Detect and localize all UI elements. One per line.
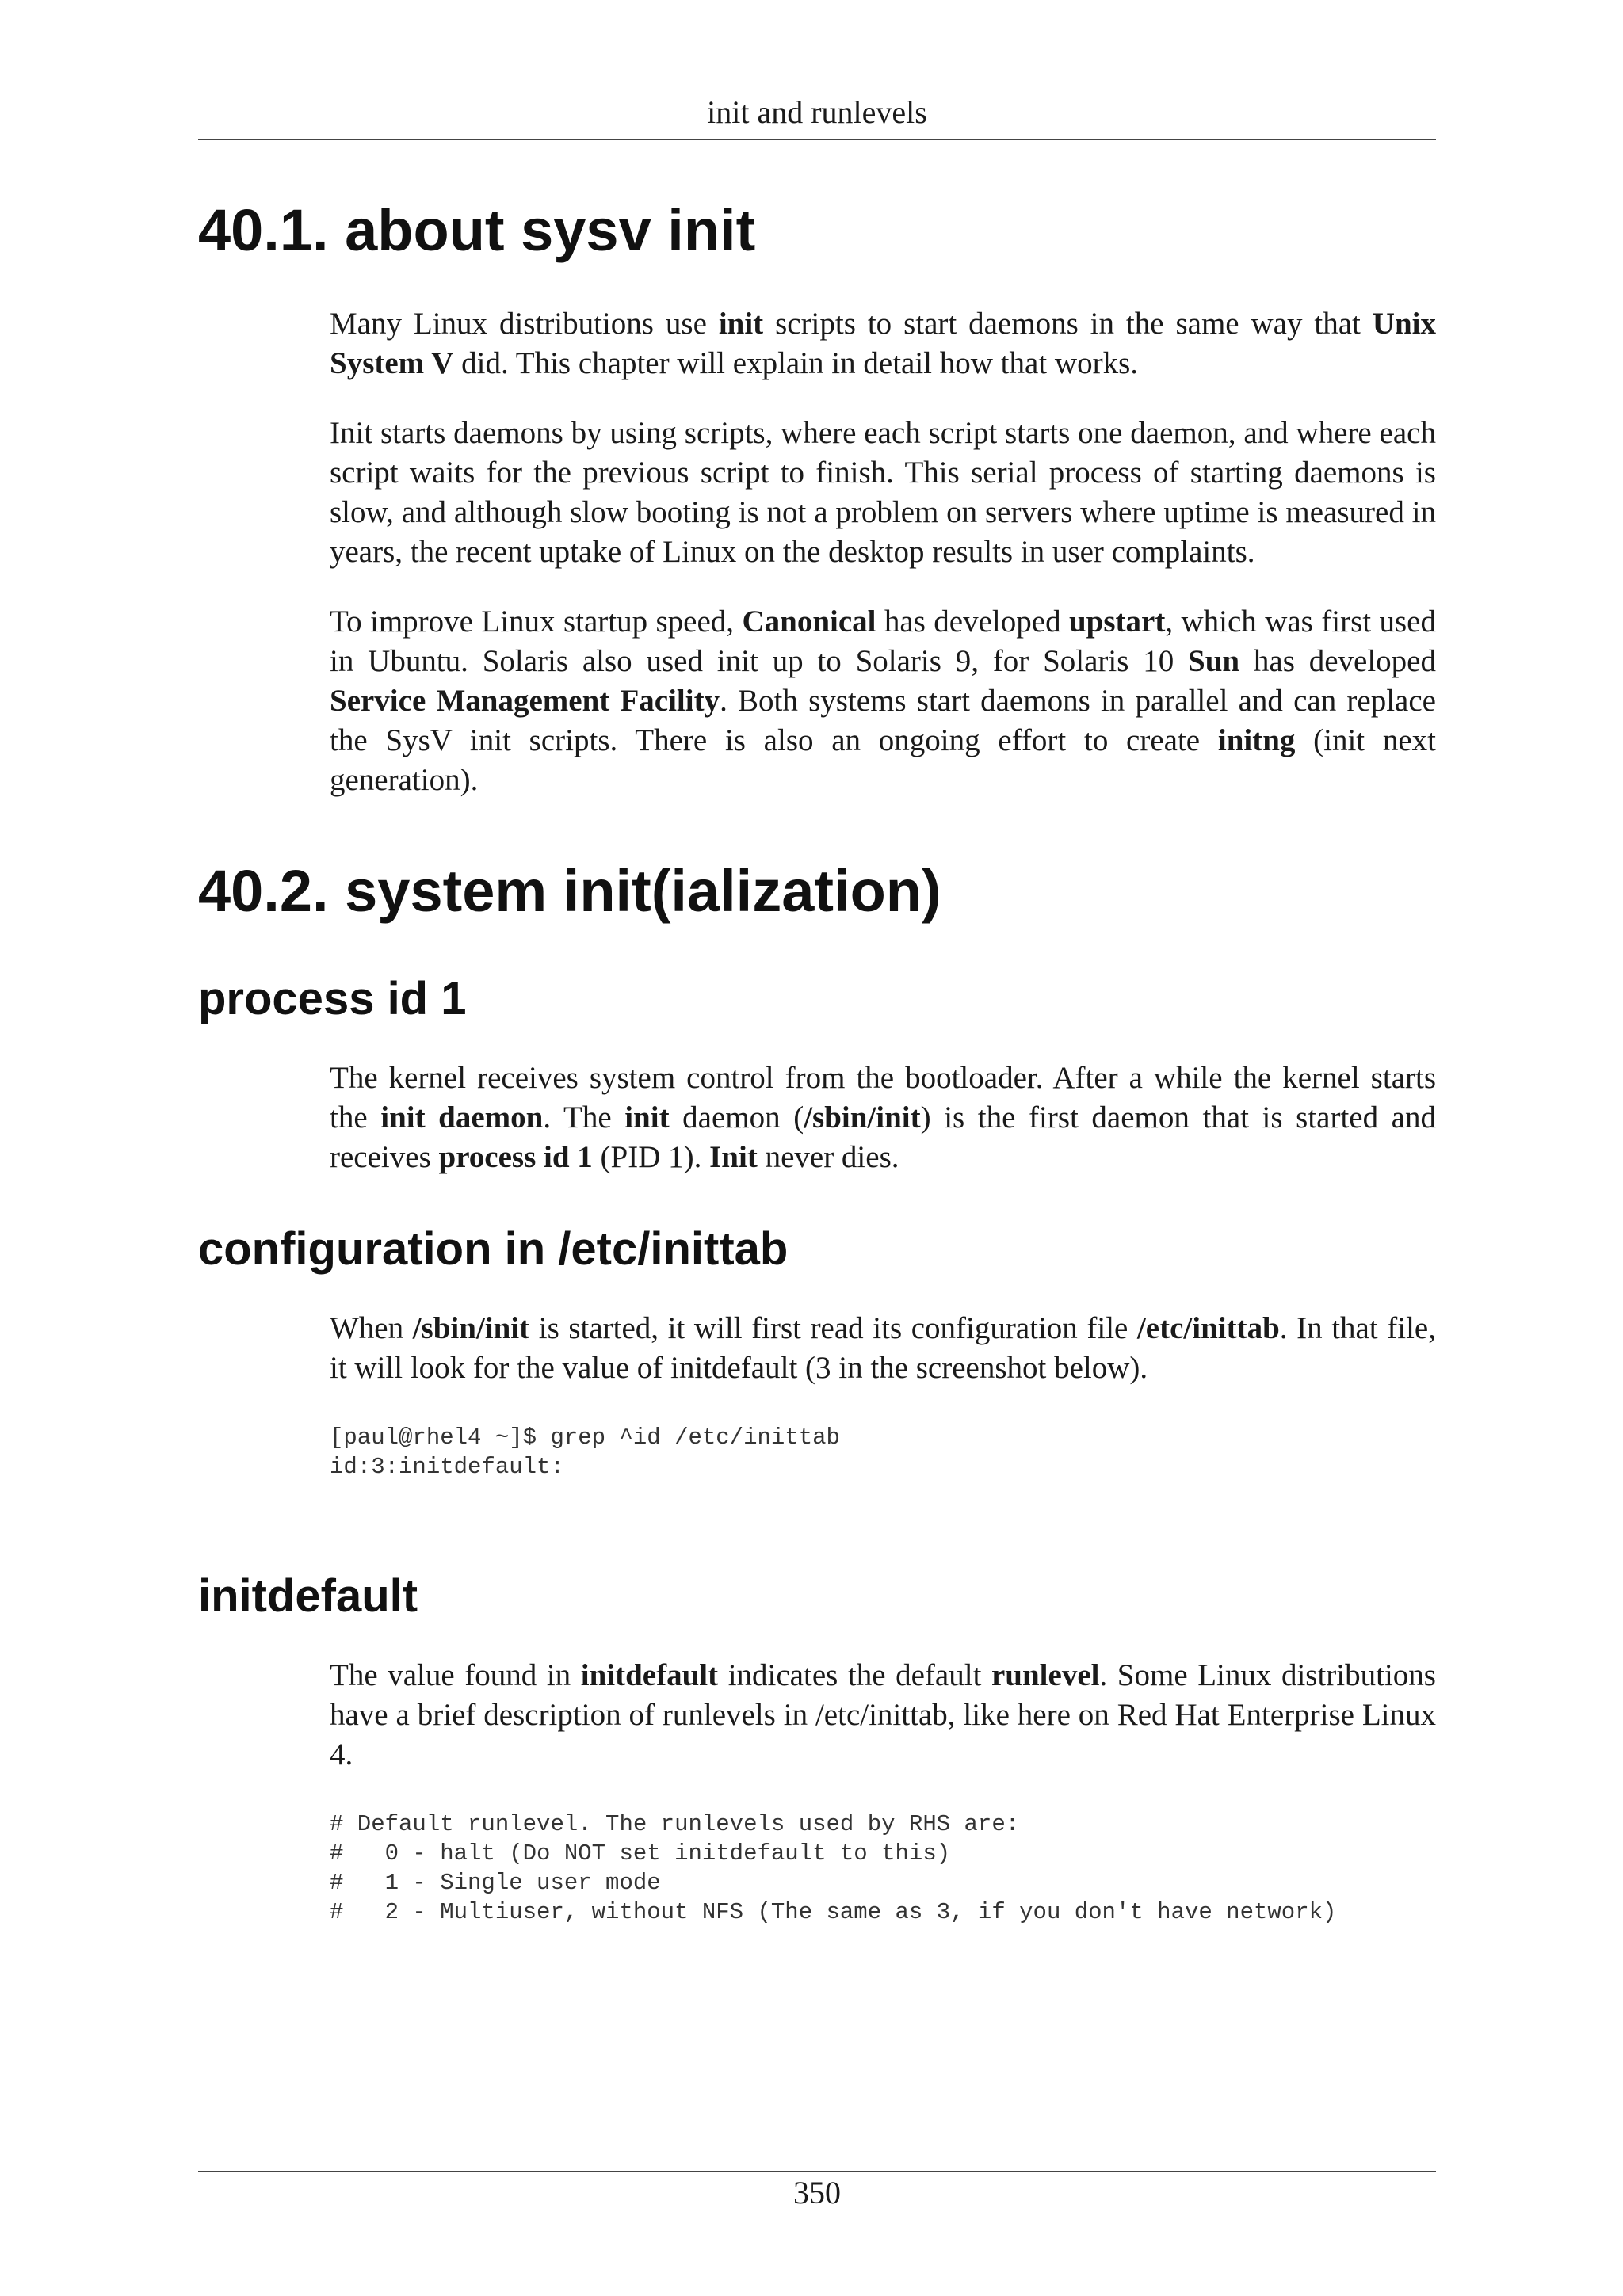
running-header: init and runlevels [707, 94, 927, 130]
text-run: is started, it will first read its configuration file [529, 1311, 1137, 1345]
text-run: The kernel receives system control from the bootloader. After a while the kernel starts the [330, 1061, 1436, 1135]
subsection-body-process-id-1 [330, 1058, 1436, 1177]
paragraph [330, 602, 1436, 800]
bold-term: /sbin/init [804, 1100, 921, 1135]
text-run: (PID 1). [592, 1140, 710, 1174]
subsection-body-initdefault [330, 1656, 1436, 1927]
header-rule [198, 139, 1436, 140]
subsection-heading-configuration-inittab: configuration in /etc/inittab [198, 1223, 789, 1275]
bold-term: Sun [1188, 644, 1240, 678]
text-run: ) is the first daemon that is started and receives [330, 1100, 1436, 1174]
text-run: did. This chapter will explain in detail how that works. [453, 346, 1138, 380]
bold-term: /sbin/init [412, 1311, 530, 1345]
bold-term: Init [709, 1140, 758, 1174]
text-run: daemon ( [669, 1100, 804, 1135]
subsection-body-configuration-inittab [330, 1309, 1436, 1482]
section-heading-about-sysv-init: 40.1. about sysv init [198, 197, 756, 263]
bold-term: Service Management Facility [330, 684, 720, 718]
text-run: Init starts daemons by using scripts, where each script starts one daemon, and where each script waits for the previous script to finish. This serial process of starting daemons is slow, and although slow booting is not a problem on servers where uptime is measured in years, the recent uptake of Linux on the desktop results in user complaints. [330, 416, 1436, 569]
paragraph [330, 304, 1436, 383]
bold-term: process id 1 [438, 1140, 593, 1174]
text-run: When [330, 1311, 413, 1345]
paragraph [330, 1058, 1436, 1177]
bold-term: runlevel [991, 1658, 1100, 1692]
footer-rule [198, 2171, 1436, 2172]
bold-term: initdefault [580, 1658, 719, 1692]
text-run: . Some Linux distributions have a brief description of runlevels in /etc/inittab, like here on Red Hat Enterprise Linux 4. [330, 1658, 1436, 1772]
page-content [198, 181, 1436, 2014]
bold-term: /etc/inittab [1136, 1311, 1280, 1345]
code-block: [paul@rhel4 ~]$ grep ^id /etc/inittab id:3:initdefault: [330, 1425, 840, 1480]
subsection-heading-initdefault: initdefault [198, 1570, 418, 1622]
code-block: # Default runlevel. The runlevels used by RHS are: # 0 - halt (Do NOT set initdefault to this) # 1 - Single user mode # 2 - Multiuser, without NFS (The same as 3, if you don't have network) [330, 1811, 1337, 1925]
bold-term: Unix System V [330, 307, 1436, 380]
text-run: . Both systems start daemons in parallel and can replace the SysV init scripts. There is also an ongoing effort to create [330, 684, 1436, 757]
text-run: never dies. [757, 1140, 899, 1174]
bold-term: init daemon [380, 1100, 544, 1135]
text-run: has developed [1239, 644, 1436, 678]
text-run: To improve Linux startup speed, [330, 605, 743, 639]
section-heading-system-initialization: 40.2. system init(ialization) [198, 858, 941, 924]
bold-term: initng [1217, 723, 1296, 757]
paragraph [330, 414, 1436, 572]
paragraph [330, 1656, 1436, 1775]
text-run: has developed [876, 605, 1069, 639]
text-run: . In that file, it will look for the value of initdefault (3 in the screenshot below). [330, 1311, 1436, 1385]
bold-term: Canonical [742, 605, 876, 639]
subsection-heading-process-id-1: process id 1 [198, 973, 467, 1024]
text-run: , which was first used in Ubuntu. Solaris also used init up to Solaris 9, for Solaris 10 [330, 605, 1436, 678]
text-run: The value found in [330, 1658, 581, 1692]
text-run: Many Linux distributions use [330, 307, 719, 341]
section-body-about-sysv-init [330, 304, 1436, 800]
bold-term: init [718, 307, 764, 341]
text-run: . The [543, 1100, 625, 1135]
bold-term: upstart [1068, 605, 1166, 639]
text-run: indicates the default [718, 1658, 991, 1692]
text-run: (init next generation). [330, 723, 1437, 797]
text-run: scripts to start daemons in the same way that [763, 307, 1373, 341]
paragraph [330, 1309, 1436, 1388]
page-number: 350 [793, 2175, 841, 2210]
bold-term: init [624, 1100, 670, 1135]
